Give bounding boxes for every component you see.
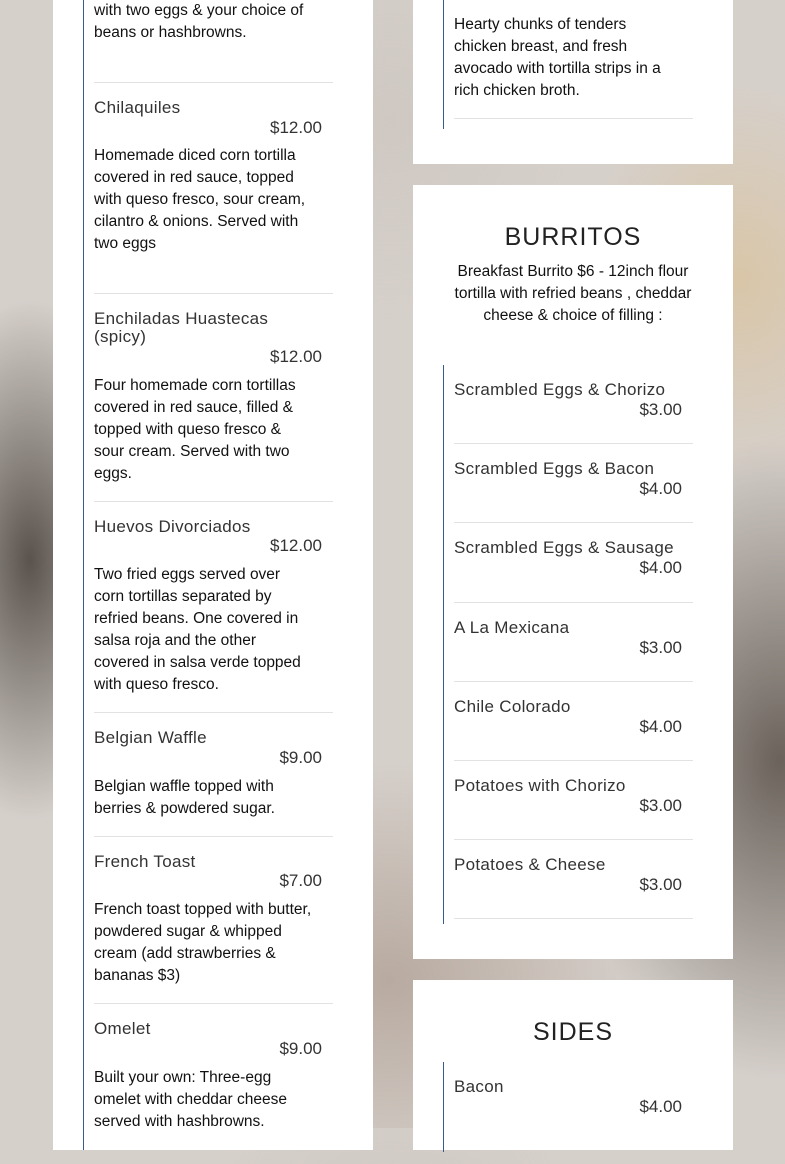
- menu-item-chilaquiles: [94, 83, 333, 294]
- menu-item: [454, 0, 693, 119]
- menu-item: [454, 840, 693, 919]
- item-name: Potatoes & Cheese: [454, 855, 606, 874]
- item-price: $12.00: [270, 118, 322, 137]
- item-description: Four homemade corn tortillas covered in red sauce, filled & topped with queso fresco & sour cream. Served with two eggs.: [94, 377, 296, 482]
- item-description: Hearty chunks of tenders chicken breast, and fresh avocado with tortilla strips in a rich chicken broth.: [454, 16, 661, 99]
- breakfast-item-list: [83, 0, 333, 1150]
- menu-item: [454, 603, 693, 682]
- menu-item-french-toast: [94, 837, 333, 1004]
- soup-menu-card: [413, 0, 733, 164]
- item-price: $4.00: [639, 717, 682, 736]
- item-name: Bacon: [454, 1077, 504, 1096]
- menu-item-omelet: [94, 1004, 333, 1164]
- item-name: Chile Colorado: [454, 697, 571, 716]
- item-price: $3.00: [639, 400, 682, 419]
- section-title: BURRITOS: [504, 223, 642, 251]
- item-description: Belgian waffle topped with berries & powdered sugar.: [94, 778, 275, 817]
- item-price: $4.00: [639, 479, 682, 498]
- menu-item: [454, 1062, 693, 1152]
- item-price: $3.00: [639, 796, 682, 815]
- item-description: with two eggs & your choice of beans or hashbrowns.: [94, 2, 304, 41]
- item-name: A La Mexicana: [454, 618, 570, 637]
- item-price: $3.00: [639, 638, 682, 657]
- item-name: Chilaquiles: [94, 98, 181, 117]
- item-price: $9.00: [279, 748, 322, 767]
- item-price: $12.00: [270, 536, 322, 555]
- item-name: Enchiladas Huastecas (spicy): [94, 309, 269, 346]
- menu-item: [454, 682, 693, 761]
- item-price: $9.00: [279, 1039, 322, 1058]
- item-name: Scrambled Eggs & Chorizo: [454, 380, 666, 399]
- burritos-menu-card: [413, 185, 733, 959]
- item-description: French toast topped with butter, powdered sugar & whipped cream (add strawberries & bananas $3): [94, 901, 312, 984]
- sides-menu-card: [413, 980, 733, 1150]
- item-name: Belgian Waffle: [94, 728, 207, 747]
- section-title: SIDES: [532, 1018, 614, 1046]
- item-description: Homemade diced corn tortilla covered in red sauce, topped with queso fresco, sour cream, cilantro & onions. Served with two eggs: [94, 147, 306, 252]
- menu-item: [454, 523, 693, 603]
- menu-item-huevos-divorciados: [94, 502, 333, 713]
- item-price: $3.00: [639, 875, 682, 894]
- item-price: $4.00: [639, 558, 682, 577]
- menu-item: [454, 444, 693, 523]
- item-description: Built your own: Three-egg omelet with cheddar cheese served with hashbrowns.: [94, 1069, 288, 1130]
- item-price: $4.00: [639, 1097, 682, 1116]
- item-name: Omelet: [94, 1019, 151, 1038]
- menu-item: [454, 365, 693, 444]
- item-price: $12.00: [270, 347, 322, 366]
- item-name: Scrambled Eggs & Sausage: [454, 538, 674, 557]
- breakfast-menu-card: [53, 0, 373, 1150]
- menu-item-enchiladas: [94, 294, 333, 502]
- item-price: $7.00: [279, 871, 322, 890]
- menu-item: [94, 0, 333, 83]
- item-name: Scrambled Eggs & Bacon: [454, 459, 655, 478]
- item-description: Two fried eggs served over corn tortillas separated by refried beans. One covered in salsa roja and the other covered in salsa verde topped with queso fresco.: [94, 566, 301, 693]
- soup-item-list: [443, 0, 693, 129]
- item-name: Potatoes with Chorizo: [454, 776, 626, 795]
- item-name: Huevos Divorciados: [94, 517, 251, 536]
- item-name: French Toast: [94, 852, 196, 871]
- section-note: Breakfast Burrito $6 - 12inch flour tortilla with refried beans , cheddar cheese & choice of filling :: [454, 263, 692, 324]
- sides-item-list: [443, 1062, 693, 1152]
- menu-item-belgian-waffle: [94, 713, 333, 837]
- menu-item: [454, 761, 693, 840]
- burrito-filling-list: [443, 365, 693, 924]
